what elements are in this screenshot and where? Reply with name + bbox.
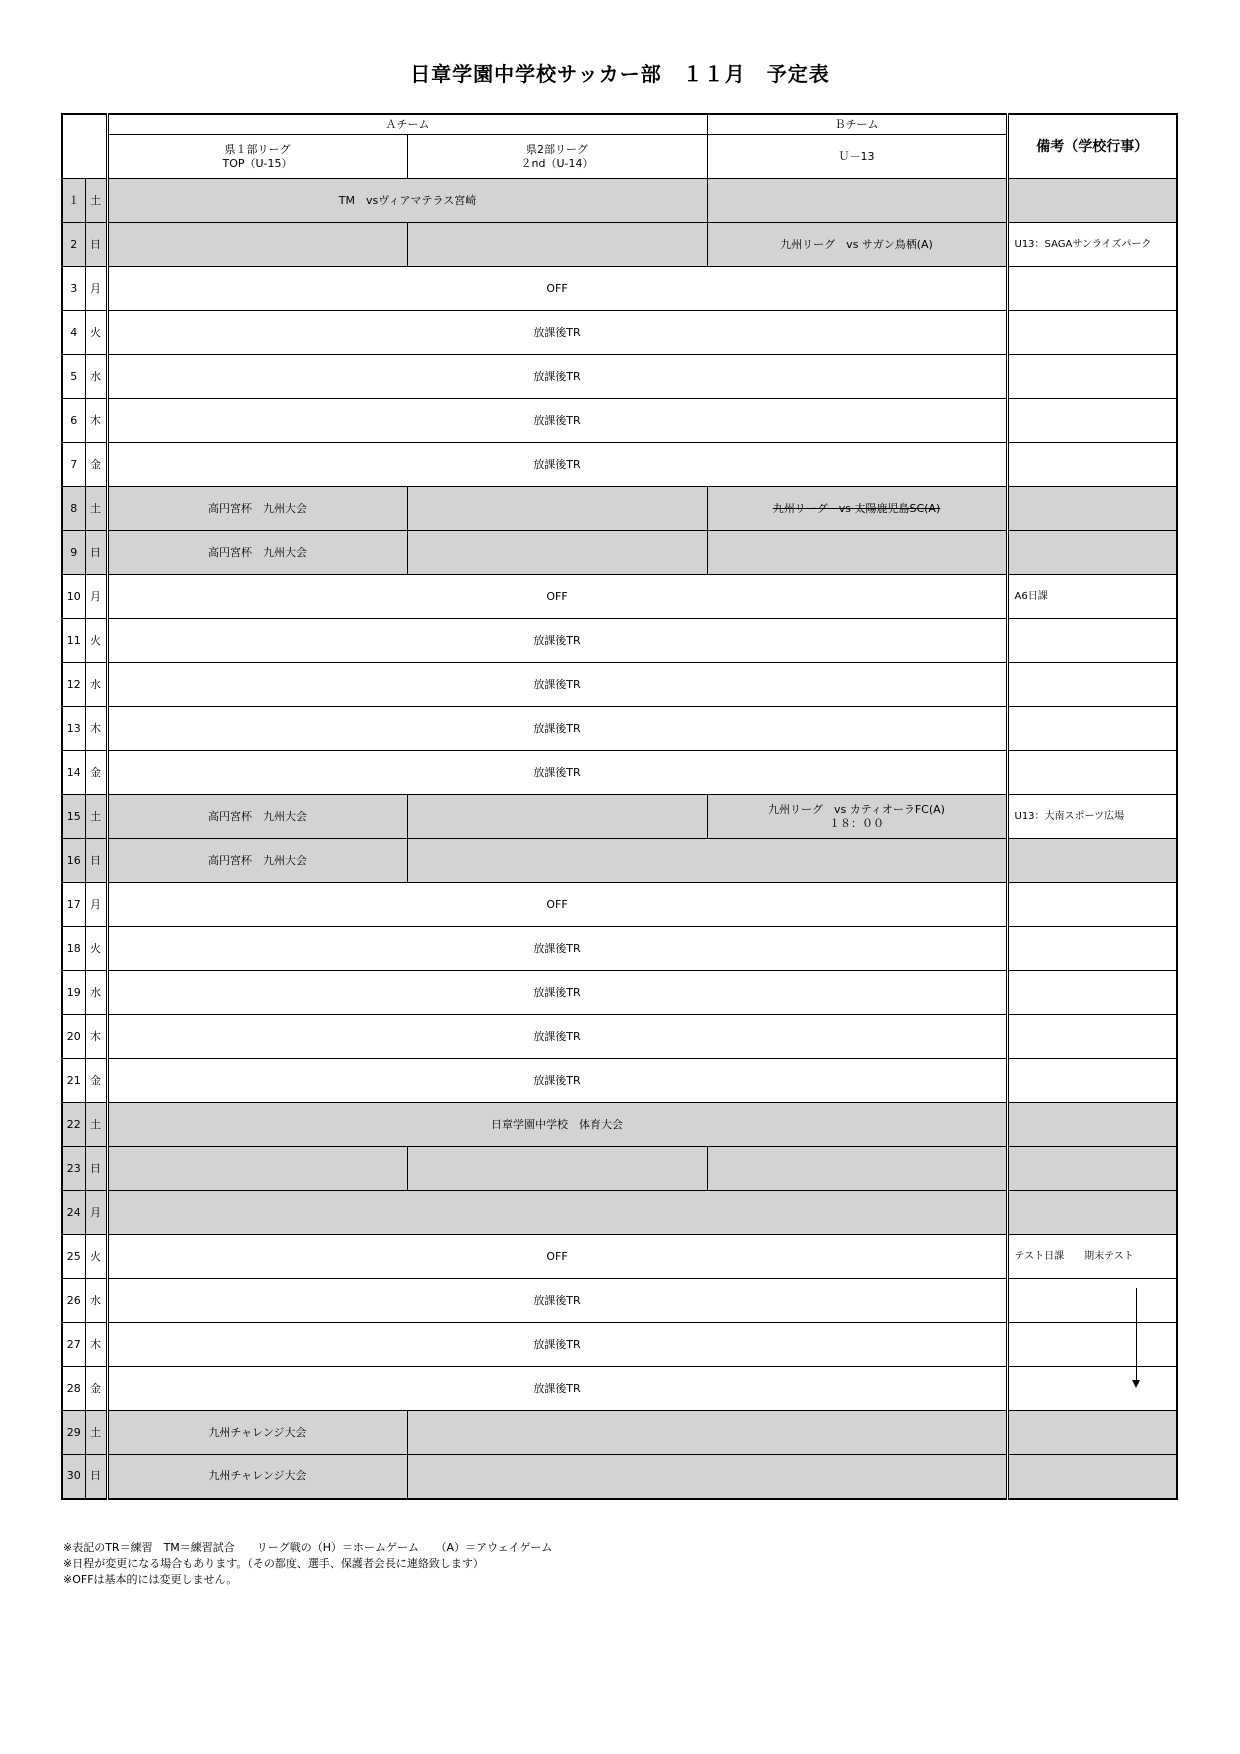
b-cell bbox=[407, 1411, 1007, 1455]
weekday-cell: 木 bbox=[85, 399, 107, 443]
day-cell: 8 bbox=[62, 487, 85, 531]
note-cell bbox=[1007, 971, 1177, 1015]
note-cell bbox=[1007, 1411, 1177, 1455]
footer-line: ※OFFは基本的には変更しません。 bbox=[63, 1573, 238, 1586]
day-cell: 19 bbox=[62, 971, 85, 1015]
b-cell bbox=[407, 1455, 1007, 1499]
note-cell: A6日課 bbox=[1007, 575, 1177, 619]
weekday-cell: 日 bbox=[85, 531, 107, 575]
note-cell bbox=[1007, 311, 1177, 355]
league2-cell bbox=[407, 487, 707, 531]
all-teams-cell: 日章学園中学校 体育大会 bbox=[107, 1103, 1007, 1147]
note-cell bbox=[1007, 355, 1177, 399]
league2-cell bbox=[407, 1147, 707, 1191]
weekday-cell: 木 bbox=[85, 1323, 107, 1367]
day-cell: 2 bbox=[62, 223, 85, 267]
weekday-cell: 金 bbox=[85, 751, 107, 795]
day-cell: 24 bbox=[62, 1191, 85, 1235]
all-teams-cell: 放課後TR bbox=[107, 443, 1007, 487]
a-team-header: Ａチーム bbox=[107, 114, 707, 135]
league2-header: 県2部リーグ ２nd（U-14） bbox=[407, 135, 707, 179]
weekday-cell: 木 bbox=[85, 707, 107, 751]
weekday-cell: 金 bbox=[85, 1059, 107, 1103]
day-cell: 21 bbox=[62, 1059, 85, 1103]
day-cell: 13 bbox=[62, 707, 85, 751]
league2-cell bbox=[407, 795, 707, 839]
weekday-cell: 土 bbox=[85, 795, 107, 839]
weekday-cell: 月 bbox=[85, 1191, 107, 1235]
weekday-cell: 水 bbox=[85, 1279, 107, 1323]
weekday-cell: 水 bbox=[85, 663, 107, 707]
all-teams-cell: 放課後TR bbox=[107, 927, 1007, 971]
all-teams-cell: 放課後TR bbox=[107, 311, 1007, 355]
weekday-cell: 水 bbox=[85, 971, 107, 1015]
day-cell: 6 bbox=[62, 399, 85, 443]
weekday-cell: 金 bbox=[85, 443, 107, 487]
weekday-cell: 日 bbox=[85, 223, 107, 267]
day-cell: 20 bbox=[62, 1015, 85, 1059]
note-cell bbox=[1007, 1279, 1177, 1323]
weekday-cell: 月 bbox=[85, 575, 107, 619]
all-teams-cell: 放課後TR bbox=[107, 619, 1007, 663]
all-teams-cell bbox=[107, 1191, 1007, 1235]
day-cell: 26 bbox=[62, 1279, 85, 1323]
weekday-cell: 火 bbox=[85, 311, 107, 355]
note-cell bbox=[1007, 1323, 1177, 1367]
footer-line: ※日程が変更になる場合もあります。（その都度、選手、保護者会長に連絡致します） bbox=[63, 1557, 484, 1570]
notes-header: 備考（学校行事） bbox=[1007, 114, 1177, 179]
u13-cell bbox=[707, 1147, 1007, 1191]
u13-cell bbox=[707, 531, 1007, 575]
day-cell: 7 bbox=[62, 443, 85, 487]
all-teams-cell: 放課後TR bbox=[107, 1059, 1007, 1103]
league1-cell: 高円宮杯 九州大会 bbox=[107, 839, 407, 883]
day-cell: 22 bbox=[62, 1103, 85, 1147]
all-teams-cell: 放課後TR bbox=[107, 1367, 1007, 1411]
u13-cell: 九州リーグ vs カティオーラFC(A) １８：００ bbox=[707, 795, 1007, 839]
weekday-cell: 火 bbox=[85, 619, 107, 663]
weekday-cell: 日 bbox=[85, 1455, 107, 1499]
all-teams-cell: OFF bbox=[107, 883, 1007, 927]
day-cell: 18 bbox=[62, 927, 85, 971]
note-cell: U13：SAGAサンライズパーク bbox=[1007, 223, 1177, 267]
league2-cell bbox=[407, 531, 707, 575]
all-teams-cell: OFF bbox=[107, 575, 1007, 619]
all-teams-cell: 放課後TR bbox=[107, 399, 1007, 443]
note-cell bbox=[1007, 487, 1177, 531]
weekday-cell: 月 bbox=[85, 267, 107, 311]
note-cell bbox=[1007, 1147, 1177, 1191]
test-period-arrow-icon bbox=[1132, 1380, 1140, 1388]
day-cell: 30 bbox=[62, 1455, 85, 1499]
weekday-cell: 日 bbox=[85, 1147, 107, 1191]
note-cell bbox=[1007, 443, 1177, 487]
league1-cell: 高円宮杯 九州大会 bbox=[107, 531, 407, 575]
day-cell: 17 bbox=[62, 883, 85, 927]
note-cell bbox=[1007, 663, 1177, 707]
test-period-arrow-line bbox=[1136, 1288, 1137, 1383]
note-cell bbox=[1007, 179, 1177, 223]
note-cell bbox=[1007, 883, 1177, 927]
a-team-cell: TM vsヴィアマテラス宮崎 bbox=[107, 179, 707, 223]
day-cell: 12 bbox=[62, 663, 85, 707]
league1-cell bbox=[107, 1147, 407, 1191]
all-teams-cell: 放課後TR bbox=[107, 707, 1007, 751]
note-cell bbox=[1007, 1455, 1177, 1499]
day-cell: 29 bbox=[62, 1411, 85, 1455]
league2-cell bbox=[407, 223, 707, 267]
note-cell bbox=[1007, 399, 1177, 443]
day-cell: 23 bbox=[62, 1147, 85, 1191]
weekday-cell: 土 bbox=[85, 179, 107, 223]
note-cell bbox=[1007, 531, 1177, 575]
weekday-cell: 火 bbox=[85, 1235, 107, 1279]
note-cell bbox=[1007, 1367, 1177, 1411]
all-teams-cell: 放課後TR bbox=[107, 1323, 1007, 1367]
all-teams-cell: 放課後TR bbox=[107, 751, 1007, 795]
day-cell: 9 bbox=[62, 531, 85, 575]
day-cell: 5 bbox=[62, 355, 85, 399]
day-cell: 28 bbox=[62, 1367, 85, 1411]
all-teams-cell: 放課後TR bbox=[107, 1279, 1007, 1323]
day-cell: 11 bbox=[62, 619, 85, 663]
note-cell bbox=[1007, 927, 1177, 971]
day-cell: 15 bbox=[62, 795, 85, 839]
weekday-cell: 水 bbox=[85, 355, 107, 399]
league1-cell bbox=[107, 223, 407, 267]
weekday-cell: 月 bbox=[85, 883, 107, 927]
day-cell: 3 bbox=[62, 267, 85, 311]
weekday-cell: 土 bbox=[85, 487, 107, 531]
u13-cell: 九州リーグ vs サガン鳥栖(A) bbox=[707, 223, 1007, 267]
day-cell: 25 bbox=[62, 1235, 85, 1279]
weekday-cell: 木 bbox=[85, 1015, 107, 1059]
note-cell: U13：大南スポーツ広場 bbox=[1007, 795, 1177, 839]
weekday-cell: 日 bbox=[85, 839, 107, 883]
page-title: 日章学園中学校サッカー部 １１月 予定表 bbox=[410, 62, 830, 86]
weekday-cell: 土 bbox=[85, 1411, 107, 1455]
day-cell: 4 bbox=[62, 311, 85, 355]
all-teams-cell: 放課後TR bbox=[107, 1015, 1007, 1059]
all-teams-cell: 放課後TR bbox=[107, 971, 1007, 1015]
b-team-header: Ｂチーム bbox=[707, 114, 1007, 135]
day-cell: 14 bbox=[62, 751, 85, 795]
league1-cell: 高円宮杯 九州大会 bbox=[107, 487, 407, 531]
day-cell: １ bbox=[62, 179, 85, 223]
u13-header: Ｕ－13 bbox=[707, 135, 1007, 179]
footer-line: ※表記のTR＝練習 TM＝練習試合 リーグ戦の（H）＝ホームゲーム （A）＝アウェイゲーム bbox=[63, 1541, 553, 1554]
header-blank bbox=[62, 114, 107, 179]
all-teams-cell: OFF bbox=[107, 267, 1007, 311]
weekday-cell: 火 bbox=[85, 927, 107, 971]
all-teams-cell: 放課後TR bbox=[107, 355, 1007, 399]
note-cell bbox=[1007, 619, 1177, 663]
weekday-cell: 土 bbox=[85, 1103, 107, 1147]
note-cell bbox=[1007, 267, 1177, 311]
b-cell bbox=[407, 839, 1007, 883]
all-teams-cell: 放課後TR bbox=[107, 663, 1007, 707]
note-cell bbox=[1007, 751, 1177, 795]
u13-cell: 九州リーグ vs 太陽鹿児島SC(A) bbox=[707, 487, 1007, 531]
note-cell bbox=[1007, 707, 1177, 751]
note-cell bbox=[1007, 1059, 1177, 1103]
note-cell bbox=[1007, 1191, 1177, 1235]
day-cell: 27 bbox=[62, 1323, 85, 1367]
u13-cell bbox=[707, 179, 1007, 223]
league1-header: 県１部リーグ TOP（U-15） bbox=[107, 135, 407, 179]
schedule-table bbox=[61, 113, 1178, 1500]
note-cell bbox=[1007, 839, 1177, 883]
note-cell bbox=[1007, 1103, 1177, 1147]
footer-notes bbox=[63, 1540, 552, 1588]
league1-cell: 高円宮杯 九州大会 bbox=[107, 795, 407, 839]
league1-cell: 九州チャレンジ大会 bbox=[107, 1411, 407, 1455]
all-teams-cell: OFF bbox=[107, 1235, 1007, 1279]
note-cell bbox=[1007, 1015, 1177, 1059]
note-cell: テスト日課 期末テスト bbox=[1007, 1235, 1177, 1279]
league1-cell: 九州チャレンジ大会 bbox=[107, 1455, 407, 1499]
day-cell: 10 bbox=[62, 575, 85, 619]
weekday-cell: 金 bbox=[85, 1367, 107, 1411]
day-cell: 16 bbox=[62, 839, 85, 883]
